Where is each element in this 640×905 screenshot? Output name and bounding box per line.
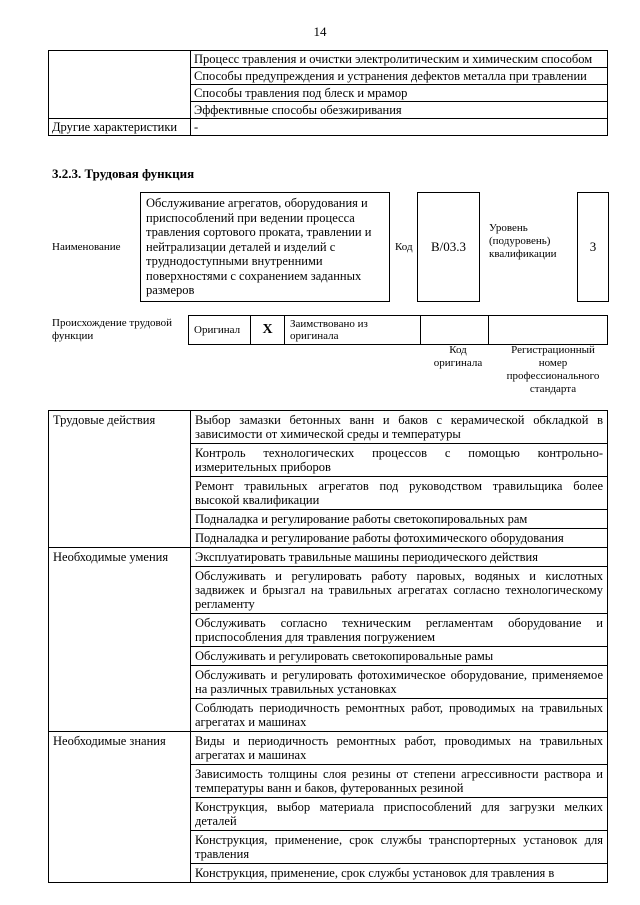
table-cell: Конструкция, применение, срок службы транспортерных установок для травления	[191, 831, 608, 864]
table-row	[189, 316, 608, 345]
code-caption: Код оригинала	[433, 344, 483, 369]
name-label: Наименование	[52, 241, 121, 253]
category-label: Необходимые умения	[49, 548, 191, 732]
function-name-box: Обслуживание агрегатов, оборудования и приспособлений при ведении процесса травления сортового проката, травлении и нейтрализации деталей и изделий с труднодоступными внутренними поверхностями с сохранением заданных размеров	[140, 192, 390, 302]
borrowed-label: Заимствовано из оригинала	[285, 316, 421, 345]
table-cell: Обслуживать и регулировать фотохимическое оборудование, применяемое на различных травильных установках	[191, 666, 608, 699]
table-cell: Виды и периодичность ремонтных работ, проводимых на травильных агрегатах и машинах	[191, 732, 608, 765]
origin-label: Происхождение трудовой функции	[52, 317, 173, 342]
table-cell: Подналадка и регулирование работы фотохимического оборудования	[191, 529, 608, 548]
table-cell: Зависимость толщины слоя резины от степени агрессивности раствора и температуры ванн и баков, футерованных резиной	[191, 765, 608, 798]
level-box: 3	[577, 192, 609, 302]
table-cell: Способы травления под блеск и мрамор	[191, 85, 608, 102]
original-label: Оригинал	[189, 316, 251, 345]
category-label: Необходимые знания	[49, 732, 191, 883]
original-code-cell	[421, 316, 489, 345]
table-cell: Ремонт травильных агрегатов под руководством травильщика более высокой квалификации	[191, 477, 608, 510]
level-label: Уровень (подуровень) квалификации	[489, 222, 557, 260]
function-code-box: В/03.3	[417, 192, 480, 302]
category-label: Трудовые действия	[49, 411, 191, 548]
table-cell: Соблюдать периодичность ремонтных работ, проводимых на травильных агрегатах и машинах	[191, 699, 608, 732]
table-cell: Конструкция, применение, срок службы установок для травления в	[191, 864, 608, 883]
table-cell: Эффективные способы обезжиривания	[191, 102, 608, 119]
table-cell: Способы предупреждения и устранения дефектов металла при травлении	[191, 68, 608, 85]
table-cell: Обслуживать и регулировать работу паровых, водяных и кислотных задвижек и брызгал на травильных агрегатах согласно технологическому регламенту	[191, 567, 608, 614]
origin-table	[188, 315, 608, 345]
top-table	[48, 50, 608, 136]
registration-number-cell	[489, 316, 608, 345]
table-row	[49, 548, 608, 567]
table-cell: Выбор замазки бетонных ванн и баков с керамической обкладкой в зависимости от химической среды и температуры	[191, 411, 608, 444]
table-cell: Обслуживать и регулировать светокопировальные рамы	[191, 647, 608, 666]
table-cell: Контроль технологических процессов с помощью контрольно-измерительных приборов	[191, 444, 608, 477]
main-table	[48, 410, 608, 883]
table-cell: Эксплуатировать травильные машины периодического действия	[191, 548, 608, 567]
table-row	[49, 51, 608, 68]
original-mark: X	[251, 316, 285, 345]
table-cell: Обслуживать согласно техническим регламентам оборудование и приспособления для травления погружением	[191, 614, 608, 647]
page-number: 14	[313, 24, 327, 39]
table-row	[49, 732, 608, 765]
section-heading: 3.2.3. Трудовая функция	[52, 166, 195, 181]
registration-caption: Регистрационный номер профессионального стандарта	[506, 344, 600, 395]
other-characteristics-value: -	[191, 119, 608, 136]
table-row	[49, 411, 608, 444]
table-cell: Конструкция, выбор материала приспособлений для загрузки мелких деталей	[191, 798, 608, 831]
code-label: Код	[395, 241, 413, 253]
table-cell: Процесс травления и очистки электролитическим и химическим способом	[191, 51, 608, 68]
table-row	[49, 119, 608, 136]
table-cell: Подналадка и регулирование работы светокопировальных рам	[191, 510, 608, 529]
empty-cell	[49, 51, 191, 119]
other-characteristics-label: Другие характеристики	[49, 119, 191, 136]
